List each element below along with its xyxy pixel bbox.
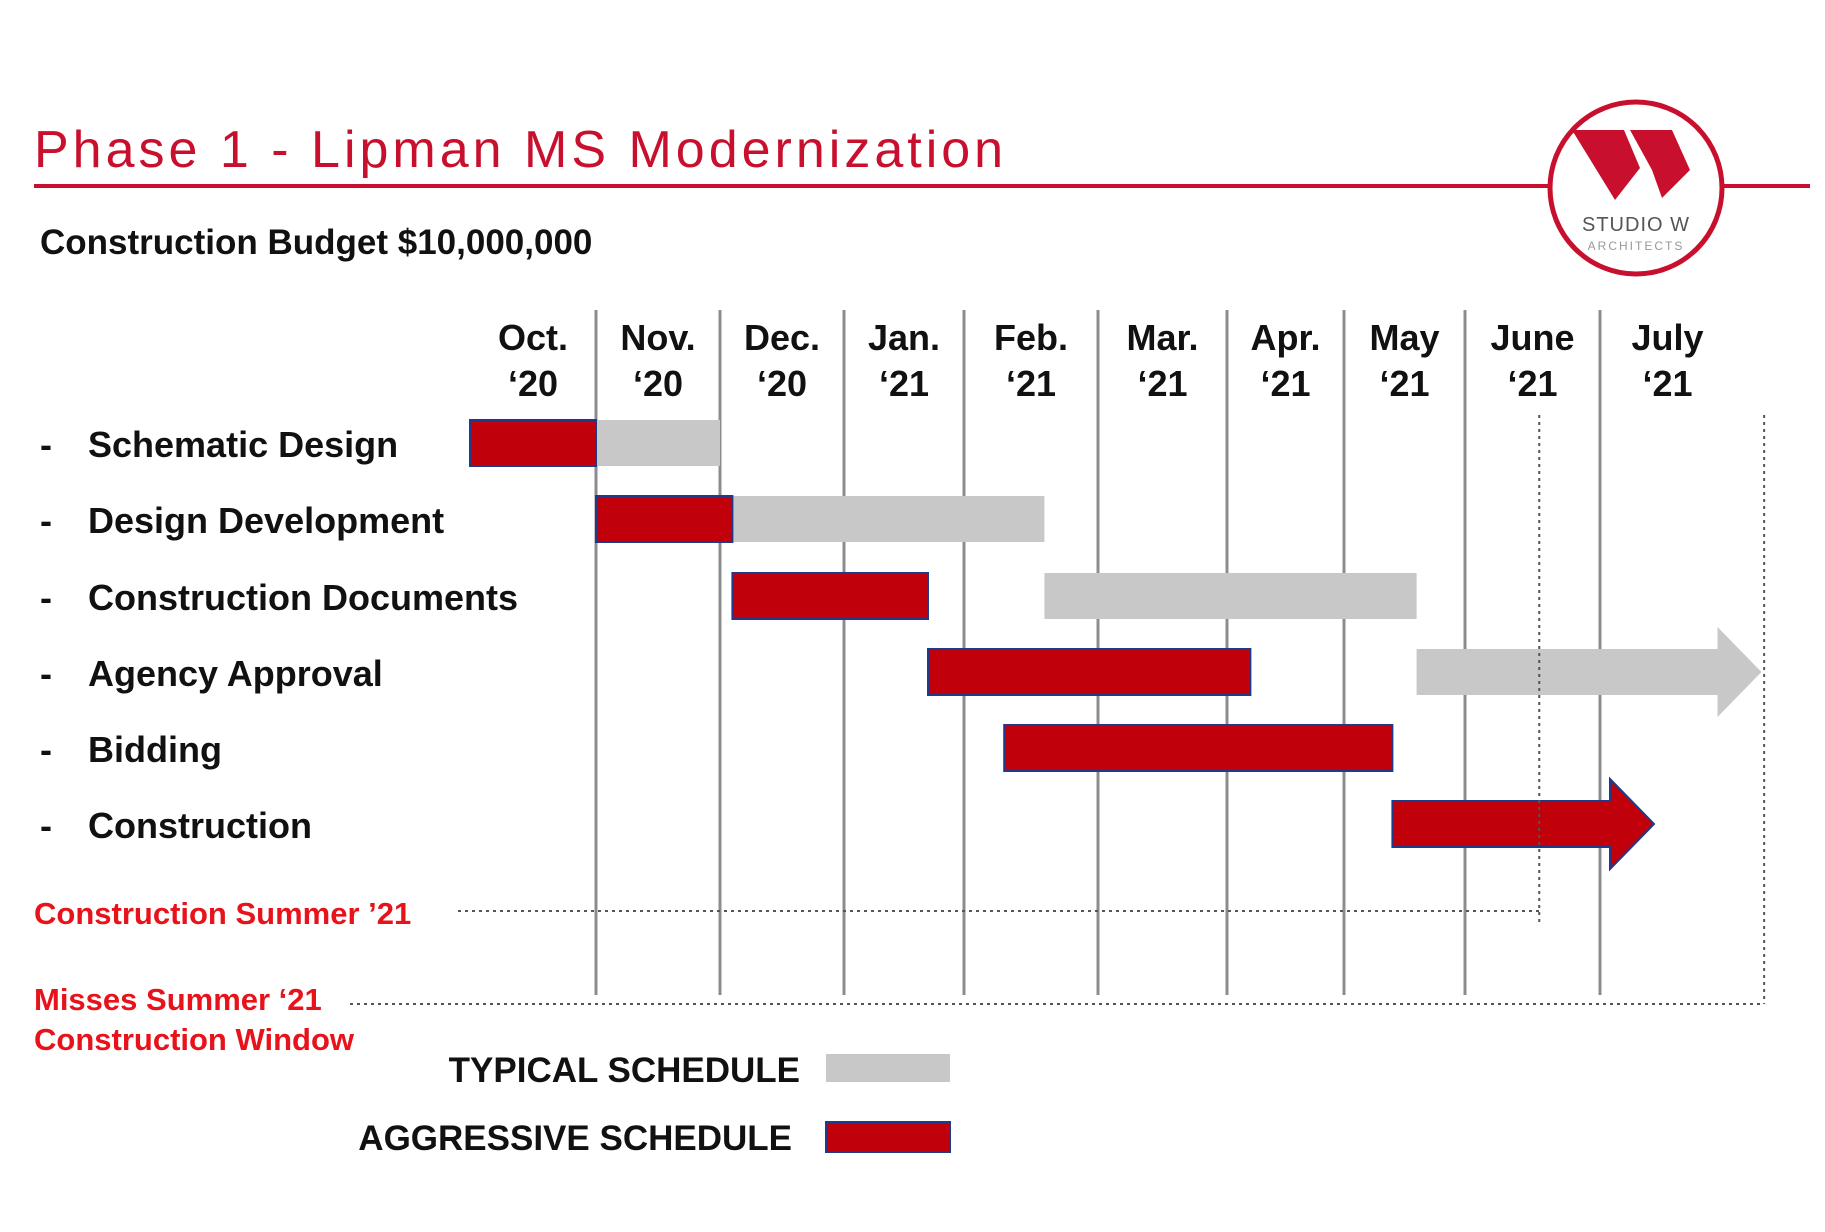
typical-bar (732, 496, 1044, 542)
task-label: Agency Approval (88, 653, 383, 694)
month-year-label: ‘21 (878, 363, 930, 404)
window-marker-label-line-2: Construction Window (34, 1022, 355, 1057)
month-label: May (1369, 317, 1440, 358)
month-year-label: ‘21 (1642, 363, 1693, 404)
task-bullet: - (40, 805, 52, 846)
studio-w-logo (1550, 102, 1722, 274)
month-label: Dec. (743, 317, 821, 358)
window-marker-label-line-1: Misses Summer ‘21 (34, 982, 322, 1017)
task-bullet: - (40, 729, 52, 770)
task-label: Construction Documents (88, 577, 519, 618)
logo-line-1: STUDIO W (1582, 214, 1690, 236)
month-year-label: ‘21 (1379, 363, 1430, 404)
task-bullet: - (40, 500, 52, 541)
legend-swatch-aggressive (826, 1122, 950, 1152)
task-bullet: - (40, 577, 52, 618)
month-label: June (1490, 317, 1575, 358)
task-label: Design Development (88, 500, 445, 541)
month-label: Apr. (1250, 317, 1321, 358)
page-title: Phase 1 - Lipman MS Modernization (34, 121, 1008, 179)
budget-label: Construction Budget $10,000,000 (40, 223, 593, 262)
task-label: Schematic Design (88, 424, 399, 465)
month-label: Oct. (497, 317, 569, 358)
gantt-chart (34, 310, 1764, 1158)
aggressive-bar (1004, 725, 1392, 771)
month-year-label: ‘20 (507, 363, 559, 404)
legend-label-aggressive: AGGRESSIVE SCHEDULE (358, 1119, 792, 1158)
month-label: Nov. (620, 317, 696, 358)
month-label: Feb. (993, 317, 1069, 358)
aggressive-bar (1392, 779, 1654, 869)
month-label: Mar. (1126, 317, 1199, 358)
summer-marker-label: Construction Summer ’21 (34, 896, 412, 931)
legend-swatch-typical (826, 1054, 950, 1082)
month-year-label: ‘21 (1137, 363, 1188, 404)
task-label: Bidding (88, 729, 222, 770)
month-label: Jan. (867, 317, 941, 358)
month-year-label: ‘20 (756, 363, 808, 404)
typical-bar (596, 420, 720, 466)
aggressive-bar (596, 496, 732, 542)
typical-bar (1417, 627, 1762, 717)
month-year-label: ‘21 (1260, 363, 1311, 404)
aggressive-bar (470, 420, 596, 466)
month-year-label: ‘21 (1005, 363, 1057, 404)
aggressive-bar (928, 649, 1250, 695)
logo-line-2: ARCHITECTS (1587, 239, 1685, 253)
task-label: Construction (88, 805, 312, 846)
task-bullet: - (40, 653, 52, 694)
month-label: July (1631, 317, 1704, 358)
aggressive-bar (732, 573, 928, 619)
month-year-label: ‘21 (1507, 363, 1558, 404)
legend-label-typical: TYPICAL SCHEDULE (448, 1051, 800, 1090)
typical-bar (1044, 573, 1416, 619)
task-bullet: - (40, 424, 52, 465)
month-year-label: ‘20 (632, 363, 684, 404)
